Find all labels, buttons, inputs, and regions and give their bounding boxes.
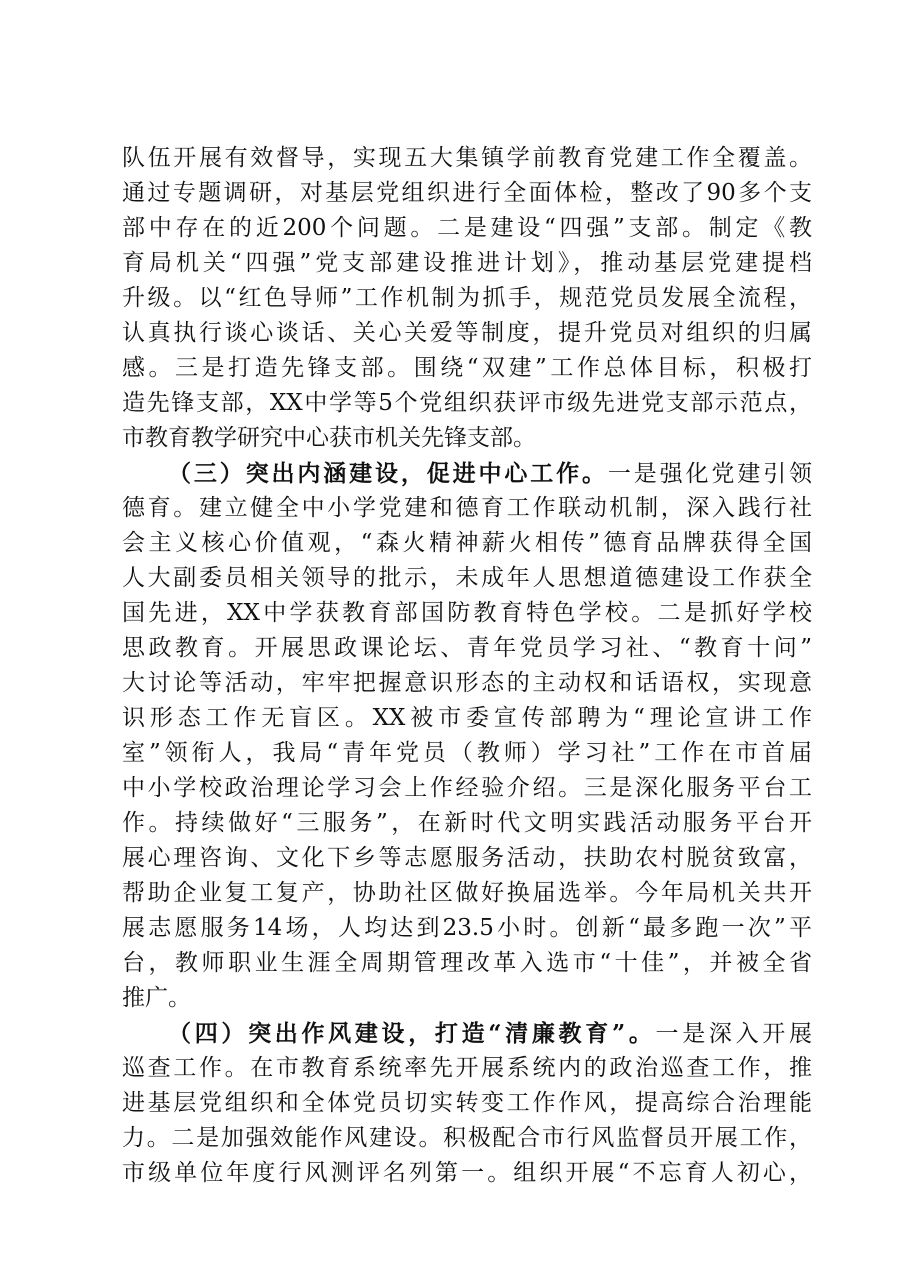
text-line: 会主义核心价值观，“森火精神薪火相传”德育品牌获得全国 [122, 530, 812, 556]
text-line: 国先进，XX中学获教育部国防教育特色学校。二是抓好学校 [122, 600, 812, 626]
text-line: 通过专题调研，对基层党组织进行全面体检，整改了90多个支 [122, 180, 812, 206]
section-3-heading: （三）突出内涵建设，促进中心工作。 [168, 460, 608, 487]
paragraph-section-4 [122, 1016, 812, 1191]
text-line: 中小学校政治理论学习会上作经验介绍。三是深化服务平台工 [122, 775, 812, 801]
text-line: 力。二是加强效能作风建设。积极配合市行风监督员开展工作， [122, 1125, 812, 1151]
text-line: 帮助企业复工复产，协助社区做好换届选举。今年局机关共开 [122, 880, 812, 906]
text-line: 感。三是打造先锋支部。围绕“双建”工作总体目标，积极打 [122, 355, 812, 381]
text-line: 展志愿服务14场，人均达到23.5小时。创新“最多跑一次”平 [122, 915, 812, 941]
text-line: 识形态工作无盲区。XX被市委宣传部聘为“理论宣讲工作 [122, 705, 812, 731]
paragraph-section-3 [122, 456, 812, 1016]
section-4-first-line-text: 一是深入开展 [655, 1021, 812, 1047]
text-line: 进基层党组织和全体党员切实转变工作作风，提高综合治理能 [122, 1090, 812, 1116]
section-3-first-line [122, 456, 812, 491]
text-line: 升级。以“红色导师”工作机制为抓手，规范党员发展全流程， [122, 285, 812, 311]
text-line: 展心理咨询、文化下乡等志愿服务活动，扶助农村脱贫致富， [122, 845, 812, 871]
text-line: 台，教师职业生涯全周期管理改革入选市“十佳”，并被全省 [122, 950, 812, 976]
text-line: 认真执行谈心谈话、关心关爱等制度，提升党员对组织的归属 [122, 320, 812, 346]
text-line: 育局机关“四强”党支部建设推进计划》，推动基层党建提档 [122, 250, 812, 276]
text-line: 推广。 [122, 985, 191, 1011]
text-line: 巡查工作。在市教育系统率先开展系统内的政治巡查工作，推 [122, 1055, 812, 1081]
text-line: 大讨论等活动，牢牢把握意识形态的主动权和话语权，实现意 [122, 670, 812, 696]
text-line: 人大副委员相关领导的批示，未成年人思想道德建设工作获全 [122, 565, 812, 591]
text-line: 部中存在的近200个问题。二是建设“四强”支部。制定《教 [122, 215, 812, 241]
section-4-heading: （四）突出作风建设，打造“清廉教育”。 [168, 1020, 656, 1047]
paragraph-party-building [122, 141, 812, 456]
text-line: 造先锋支部，XX中学等5个党组织获评市级先进党支部示范点， [122, 390, 812, 416]
text-line: 市级单位年度行风测评名列第一。组织开展“不忘育人初心， [122, 1160, 812, 1186]
text-line: 队伍开展有效督导，实现五大集镇学前教育党建工作全覆盖。 [122, 145, 812, 171]
text-line: 作。持续做好“三服务”，在新时代文明实践活动服务平台开 [122, 810, 812, 836]
section-3-first-line-text: 一是强化党建引领 [607, 461, 812, 487]
text-line: 室”领衔人，我局“青年党员（教师）学习社”工作在市首届 [122, 740, 812, 766]
text-line: 思政教育。开展思政课论坛、青年党员学习社、“教育十问” [122, 635, 812, 661]
section-4-first-line [122, 1016, 812, 1051]
document-body [122, 141, 812, 1191]
text-line: 德育。建立健全中小学党建和德育工作联动机制，深入践行社 [122, 495, 812, 521]
text-line: 市教育教学研究中心获市机关先锋支部。 [122, 425, 536, 451]
